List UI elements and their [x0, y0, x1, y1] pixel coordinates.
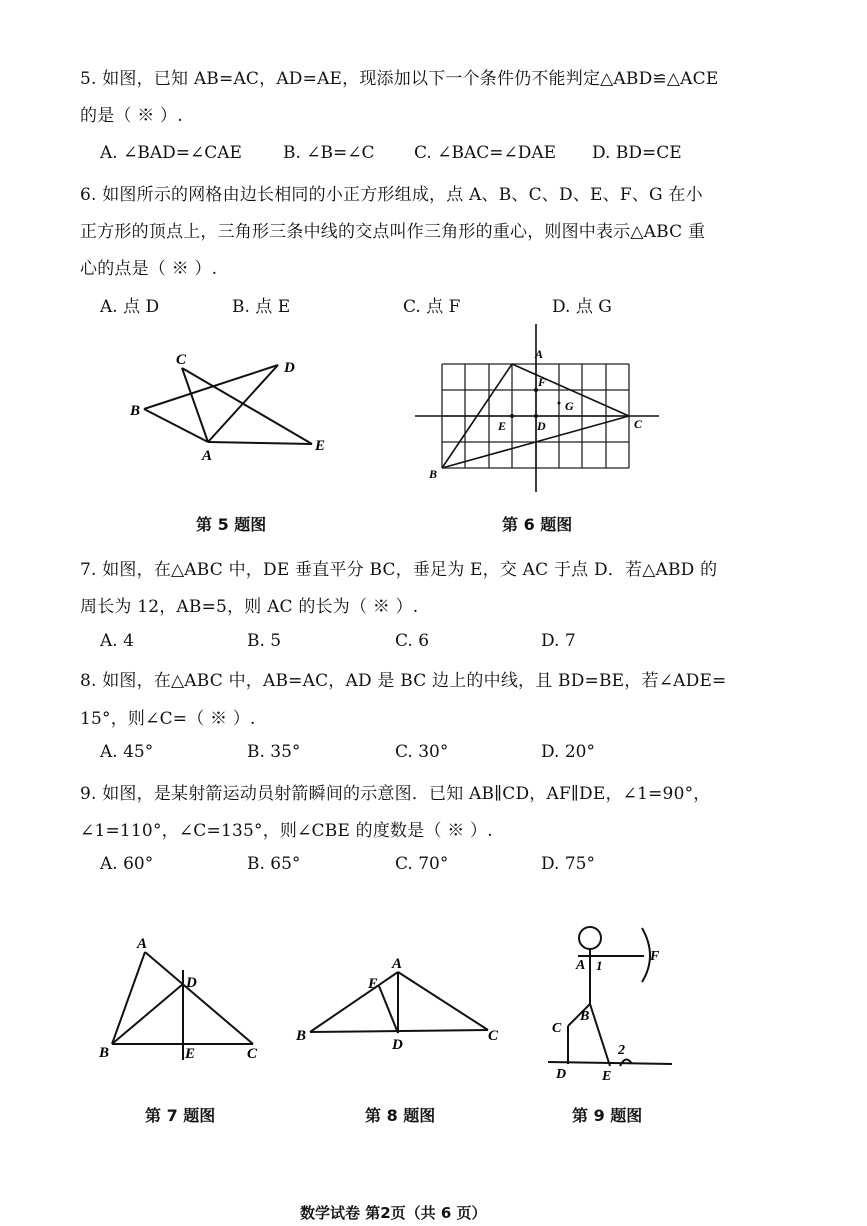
q9-stem-line-1: 9. 如图，是某射箭运动员射箭瞬间的示意图．已知 AB∥CD，AF∥DE，∠1=90°，: [80, 784, 711, 804]
figure-5: [120, 340, 340, 470]
fig5-label-e: E: [315, 438, 326, 454]
fig9-label-d: D: [556, 1067, 567, 1082]
fig7-label-e: E: [185, 1046, 196, 1062]
q6-stem-line-3: 心的点是（ ※ ）.: [80, 259, 218, 279]
q5-stem-line-2: 的是（ ※ ）.: [80, 106, 183, 126]
figure-6-caption: 第 6 题图: [502, 515, 573, 534]
q7-option-a[interactable]: A. 4: [100, 631, 134, 651]
q6-option-d[interactable]: D. 点 G: [552, 297, 612, 317]
segment-ed: [379, 986, 398, 1033]
fig6-label-a: A: [535, 347, 544, 361]
q6-option-a[interactable]: A. 点 D: [100, 297, 160, 317]
q5-option-d[interactable]: D. BD=CE: [592, 143, 682, 163]
fig8-label-c: C: [488, 1028, 499, 1044]
q5-option-a[interactable]: A. ∠BAD=∠CAE: [100, 143, 242, 163]
fig6-label-d: D: [537, 419, 546, 433]
q8-stem-line-2: 15°，则∠C=（ ※ ）.: [80, 709, 256, 729]
fig9-label-a: A: [576, 958, 586, 973]
q8-option-a[interactable]: A. 45°: [100, 742, 154, 762]
fig9-label-1: 1: [596, 958, 603, 973]
q7-stem-line-1: 7. 如图，在△ABC 中，DE 垂直平分 BC，垂足为 E，交 AC 于点 D．若△ABD 的: [80, 560, 718, 580]
q6-option-b[interactable]: B. 点 E: [232, 297, 291, 317]
q7-option-d[interactable]: D. 7: [541, 631, 576, 651]
figure-7: [95, 930, 275, 1070]
fig5-label-a: A: [202, 448, 213, 464]
q8-option-d[interactable]: D. 20°: [541, 742, 595, 762]
ground-de: [548, 1062, 672, 1064]
figure-8: [290, 950, 510, 1060]
page-footer: 数学试卷 第2页（共 6 页）: [300, 1204, 487, 1222]
figure-8-caption: 第 8 题图: [365, 1106, 436, 1125]
segment-ac: [398, 972, 488, 1030]
q7-option-c[interactable]: C. 6: [395, 631, 430, 651]
figure-5-caption: 第 5 题图: [196, 515, 267, 534]
fig8-label-e: E: [368, 976, 379, 992]
fig9-label-e: E: [602, 1069, 612, 1084]
fig5-label-c: C: [176, 352, 187, 368]
fig7-label-a: A: [137, 936, 148, 952]
figure-7-caption: 第 7 题图: [145, 1106, 216, 1125]
fig5-label-d: D: [284, 360, 295, 376]
figure-9-caption: 第 9 题图: [572, 1106, 643, 1125]
segment-ce: [182, 368, 312, 444]
q9-stem-line-2: ∠1=110°，∠C=135°，则∠CBE 的度数是（ ※ ）.: [80, 821, 493, 841]
q5-option-b[interactable]: B. ∠B=∠C: [283, 143, 375, 163]
fig7-label-b: B: [99, 1045, 110, 1061]
fig5-label-b: B: [130, 403, 141, 419]
q9-option-a[interactable]: A. 60°: [100, 854, 154, 874]
q9-option-d[interactable]: D. 75°: [541, 854, 595, 874]
fig9-label-b: B: [580, 1009, 590, 1024]
fig8-label-b: B: [296, 1028, 307, 1044]
leg-be: [590, 1004, 610, 1066]
fig7-label-c: C: [247, 1046, 258, 1062]
figure-6: [415, 320, 675, 500]
fig8-label-a: A: [392, 956, 403, 972]
q9-option-b[interactable]: B. 65°: [247, 854, 301, 874]
q8-stem-line-1: 8. 如图，在△ABC 中，AB=AC，AD 是 BC 边上的中线，且 BD=BE，若∠ADE=: [80, 671, 727, 691]
fig8-label-d: D: [392, 1037, 403, 1053]
q5-stem-line-1: 5. 如图，已知 AB=AC，AD=AE，现添加以下一个条件仍不能判定△ABD≌△ACE: [80, 69, 719, 89]
fig6-label-e: E: [498, 419, 507, 433]
fig9-label-c: C: [552, 1021, 562, 1036]
q7-option-b[interactable]: B. 5: [247, 631, 282, 651]
fig9-label-f: F: [650, 949, 660, 964]
fig9-label-2: 2: [618, 1043, 625, 1058]
fig7-label-d: D: [186, 975, 197, 991]
q5-option-c[interactable]: C. ∠BAC=∠DAE: [414, 143, 557, 163]
figure-9: [540, 920, 720, 1090]
fig6-label-c: C: [634, 417, 643, 431]
archer-head: [579, 927, 601, 949]
q7-stem-line-2: 周长为 12，AB=5，则 AC 的长为（ ※ ）.: [80, 597, 419, 617]
q8-option-b[interactable]: B. 35°: [247, 742, 301, 762]
fig6-label-b: B: [429, 467, 438, 481]
q6-stem-line-1: 6. 如图所示的网格由边长相同的小正方形组成，点 A、B、C、D、E、F、G 在小: [80, 185, 703, 205]
segment-ae: [208, 442, 312, 444]
q6-stem-line-2: 正方形的顶点上，三角形三条中线的交点叫作三角形的重心，则图中表示△ABC 重: [80, 222, 706, 242]
q8-option-c[interactable]: C. 30°: [395, 742, 449, 762]
q6-option-c[interactable]: C. 点 F: [403, 297, 461, 317]
fig6-label-g: G: [565, 399, 574, 413]
segment-ac: [145, 952, 253, 1044]
fig6-label-f: F: [538, 375, 547, 389]
q9-option-c[interactable]: C. 70°: [395, 854, 449, 874]
